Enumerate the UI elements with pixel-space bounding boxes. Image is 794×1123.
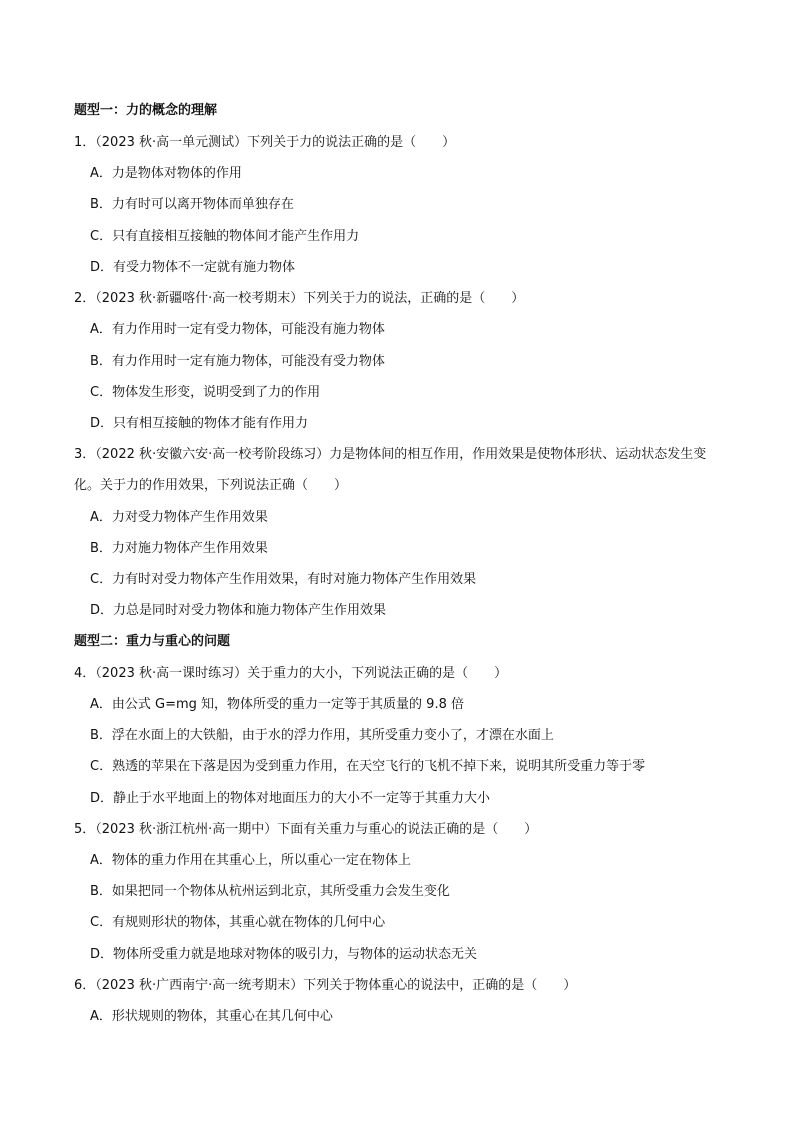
- answer-option: B．力有时可以离开物体而单独存在: [90, 197, 294, 212]
- question-number: 2．: [74, 291, 96, 306]
- question-text: 下面有关重力与重心的说法正确的是（ ）: [277, 822, 538, 837]
- answer-option: D．只有相互接触的物体才能有作用力: [90, 416, 309, 431]
- answer-option: C．熟透的苹果在下落是因为受到重力作用，在天空飞行的飞机不掉下来，说明其所受重力等于零: [90, 759, 646, 774]
- answer-option: A．力是物体对物体的作用: [90, 166, 242, 181]
- answer-option: D．物体所受重力就是地球对物体的吸引力，与物体的运动状态无关: [90, 947, 478, 962]
- question-stem: [74, 290, 726, 308]
- answer-option: C．有规则形状的物体，其重心就在物体的几何中心: [90, 915, 386, 930]
- section-title: 题型一：力的概念的理解: [74, 103, 218, 118]
- answer-option: C．力有时对受力物体产生作用效果，有时对施力物体产生作用效果: [90, 572, 477, 587]
- question-text: 下列关于物体重心的说法中，正确的是（ ）: [303, 978, 577, 993]
- answer-option: A．力对受力物体产生作用效果: [90, 510, 268, 525]
- question-stem: [74, 665, 726, 683]
- question-source: （2023 秋·广西南宁·高一统考期末）: [95, 978, 304, 993]
- question-stem: [74, 439, 726, 501]
- question-text: 力是物体间的相互作用，作用效果是使物体形状、运动状态发生变化。关于力的作用效果，下列说法正确（ ）: [74, 447, 707, 493]
- answer-option: A．物体的重力作用在其重心上，所以重心一定在物体上: [90, 853, 411, 868]
- question-stem: [74, 977, 726, 995]
- question-source: （2023 秋·高一单元测试）: [95, 135, 248, 150]
- answer-option: A．有力作用时一定有受力物体，可能没有施力物体: [90, 322, 385, 337]
- question-number: 1．: [74, 135, 96, 150]
- answer-option: B．浮在水面上的大铁船，由于水的浮力作用，其所受重力变小了，才漂在水面上: [90, 728, 554, 743]
- answer-option: B．力对施力物体产生作用效果: [90, 541, 268, 556]
- question-stem: [74, 134, 726, 152]
- answer-option: B．有力作用时一定有施力物体，可能没有受力物体: [90, 354, 385, 369]
- answer-option: A．形状规则的物体，其重心在其几何中心: [90, 1009, 333, 1024]
- question-source: （2023 秋·浙江杭州·高一期中）: [95, 822, 278, 837]
- question-text: 下列关于力的说法，正确的是（ ）: [303, 291, 525, 306]
- question-number: 6．: [74, 978, 96, 993]
- question-number: 5．: [74, 822, 96, 837]
- question-number: 3．: [74, 447, 96, 462]
- answer-option: D．有受力物体不一定就有施力物体: [90, 260, 296, 275]
- question-source: （2023 秋·新疆喀什·高一校考期末）: [95, 291, 304, 306]
- question-text: 下列关于力的说法正确的是（ ）: [247, 135, 456, 150]
- answer-option: B．如果把同一个物体从杭州运到北京，其所受重力会发生变化: [90, 884, 450, 899]
- question-text: 关于重力的大小，下列说法正确的是（ ）: [247, 666, 508, 681]
- answer-option: D．静止于水平地面上的物体对地面压力的大小不一定等于其重力大小: [90, 791, 491, 806]
- section-title: 题型二：重力与重心的问题: [74, 634, 231, 649]
- question-number: 4．: [74, 666, 96, 681]
- question-stem: [74, 821, 726, 839]
- question-source: （2022 秋·安徽六安·高一校考阶段练习）: [95, 447, 330, 462]
- answer-option: D．力总是同时对受力物体和施力物体产生作用效果: [90, 603, 387, 618]
- answer-option: A．由公式 G=mg 知，物体所受的重力一定等于其质量的 9.8 倍: [90, 697, 464, 712]
- question-source: （2023 秋·高一课时练习）: [95, 666, 248, 681]
- answer-option: C．只有直接相互接触的物体间才能产生作用力: [90, 229, 360, 244]
- answer-option: C．物体发生形变，说明受到了力的作用: [90, 385, 321, 400]
